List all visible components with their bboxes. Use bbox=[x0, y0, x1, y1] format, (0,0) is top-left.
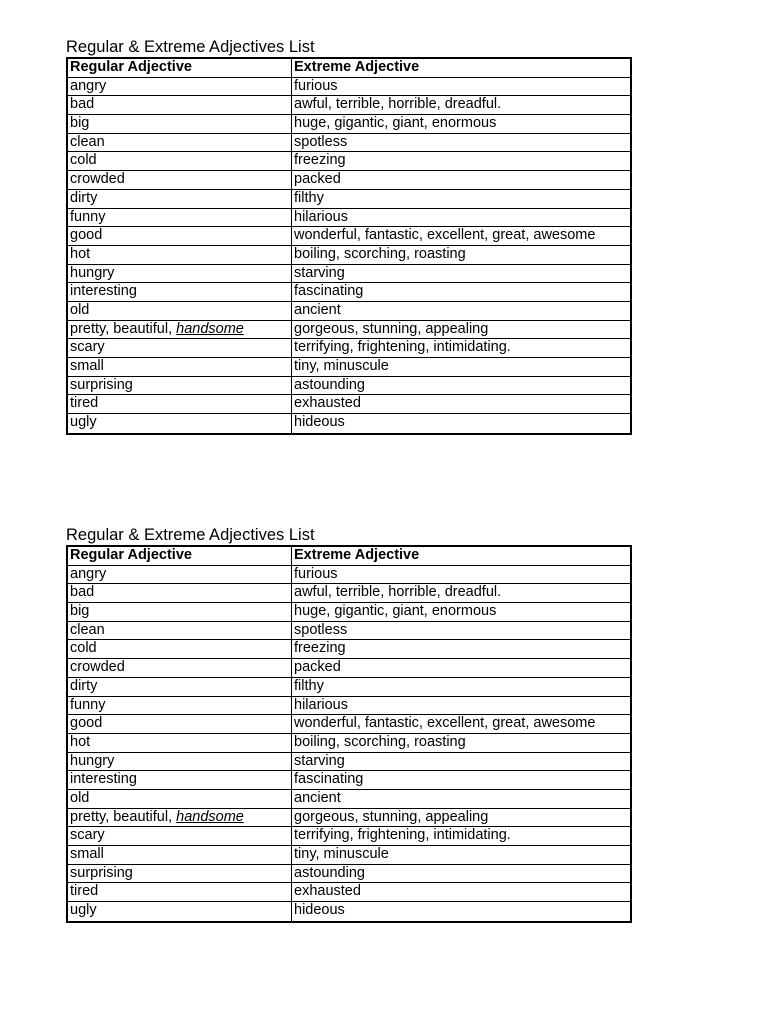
regular-adjective-cell bbox=[68, 603, 292, 621]
table-row bbox=[68, 209, 630, 228]
extreme-adjective-cell: gorgeous, stunning, appealing bbox=[294, 808, 489, 825]
list-title: Regular & Extreme Adjectives List bbox=[66, 38, 315, 56]
regular-adjective-text: interesting bbox=[70, 283, 137, 300]
table-row bbox=[68, 902, 630, 921]
regular-adjective-cell bbox=[68, 846, 292, 864]
regular-adjective-text: crowded bbox=[70, 659, 125, 676]
regular-adjective-cell bbox=[68, 209, 292, 227]
extreme-adjective-cell: furious bbox=[294, 77, 338, 94]
table-row bbox=[68, 827, 630, 846]
regular-adjective-cell bbox=[68, 771, 292, 789]
extreme-adjective-cell: astounding bbox=[294, 376, 365, 393]
regular-adjective-text: pretty, beautiful, bbox=[70, 320, 177, 337]
regular-adjective-cell bbox=[68, 190, 292, 208]
regular-adjective-text: old bbox=[70, 301, 90, 318]
regular-adjective-text: funny bbox=[70, 696, 106, 713]
regular-adjective-cell bbox=[68, 227, 292, 245]
regular-adjective-text: crowded bbox=[70, 171, 125, 188]
table-row bbox=[68, 753, 630, 772]
regular-adjective-text: bad bbox=[70, 96, 95, 113]
regular-adjective-text: clean bbox=[70, 621, 105, 638]
regular-adjective-text: hot bbox=[70, 245, 91, 262]
header-extreme-adjective: Extreme Adjective bbox=[294, 59, 420, 75]
extreme-adjective-cell: boiling, scorching, roasting bbox=[294, 733, 466, 750]
table-row bbox=[68, 246, 630, 265]
regular-adjective-text: ugly bbox=[70, 414, 97, 431]
regular-adjective-text: angry bbox=[70, 565, 107, 582]
extreme-adjective-cell: terrifying, frightening, intimidating. bbox=[294, 339, 511, 356]
regular-adjective-cell bbox=[68, 115, 292, 133]
regular-adjective-text: hot bbox=[70, 733, 91, 750]
table-row bbox=[68, 846, 630, 865]
extreme-adjective-cell: ancient bbox=[294, 301, 341, 318]
table-row bbox=[68, 414, 630, 433]
regular-adjective-text: scary bbox=[70, 827, 105, 844]
table-row bbox=[68, 603, 630, 622]
table-header-row bbox=[68, 59, 630, 78]
extreme-adjective-cell: hilarious bbox=[294, 696, 348, 713]
table-row bbox=[68, 622, 630, 641]
extreme-adjective-cell: packed bbox=[294, 659, 341, 676]
regular-adjective-cell bbox=[68, 659, 292, 677]
adjectives-list-bottom bbox=[66, 525, 632, 923]
extreme-adjective-cell: freezing bbox=[294, 640, 346, 657]
table-row bbox=[68, 115, 630, 134]
extreme-adjective-cell: terrifying, frightening, intimidating. bbox=[294, 827, 511, 844]
regular-adjective-text: surprising bbox=[70, 376, 133, 393]
regular-adjective-cell bbox=[68, 265, 292, 283]
regular-adjective-text: scary bbox=[70, 339, 105, 356]
table-row bbox=[68, 78, 630, 97]
extreme-adjective-cell: packed bbox=[294, 171, 341, 188]
extreme-adjective-cell: starving bbox=[294, 752, 345, 769]
regular-adjective-cell bbox=[68, 883, 292, 901]
regular-adjective-cell bbox=[68, 734, 292, 752]
table-row bbox=[68, 283, 630, 302]
extreme-adjective-cell: tiny, minuscule bbox=[294, 358, 389, 374]
extreme-adjective-cell: huge, gigantic, giant, enormous bbox=[294, 603, 497, 620]
regular-adjective-emphasis: handsome bbox=[176, 320, 244, 337]
table-row bbox=[68, 96, 630, 115]
table-row bbox=[68, 865, 630, 884]
regular-adjective-text: good bbox=[70, 715, 103, 732]
regular-adjective-text: tired bbox=[70, 883, 99, 900]
table-row bbox=[68, 678, 630, 697]
regular-adjective-text: cold bbox=[70, 152, 97, 169]
regular-adjective-cell bbox=[68, 566, 292, 584]
regular-adjective-cell bbox=[68, 414, 292, 433]
extreme-adjective-cell: fascinating bbox=[294, 283, 364, 300]
regular-adjective-text: tired bbox=[70, 395, 99, 412]
regular-adjective-cell bbox=[68, 321, 292, 339]
extreme-adjective-cell: hilarious bbox=[294, 208, 348, 225]
regular-adjective-text: surprising bbox=[70, 864, 133, 881]
extreme-adjective-cell: gorgeous, stunning, appealing bbox=[294, 320, 489, 337]
table-row bbox=[68, 566, 630, 585]
extreme-adjective-cell: hideous bbox=[294, 414, 345, 431]
extreme-adjective-cell: exhausted bbox=[294, 883, 361, 900]
header-regular-adjective: Regular Adjective bbox=[68, 59, 292, 77]
extreme-adjective-cell: exhausted bbox=[294, 395, 361, 412]
regular-adjective-cell bbox=[68, 171, 292, 189]
table-row bbox=[68, 715, 630, 734]
regular-adjective-text: funny bbox=[70, 208, 106, 225]
regular-adjective-text: dirty bbox=[70, 677, 98, 694]
table-row bbox=[68, 734, 630, 753]
table-row bbox=[68, 339, 630, 358]
regular-adjective-cell bbox=[68, 134, 292, 152]
regular-adjective-cell bbox=[68, 753, 292, 771]
extreme-adjective-cell: awful, terrible, horrible, dreadful. bbox=[294, 96, 502, 113]
regular-adjective-text: bad bbox=[70, 584, 95, 601]
regular-adjective-cell bbox=[68, 697, 292, 715]
table-row bbox=[68, 171, 630, 190]
table-row bbox=[68, 395, 630, 414]
table-row bbox=[68, 134, 630, 153]
list-title: Regular & Extreme Adjectives List bbox=[66, 526, 315, 544]
regular-adjective-text: small bbox=[70, 358, 104, 374]
regular-adjective-text: pretty, beautiful, bbox=[70, 808, 177, 825]
extreme-adjective-cell: hideous bbox=[294, 902, 345, 919]
regular-adjective-text: hungry bbox=[70, 752, 115, 769]
extreme-adjective-cell: awful, terrible, horrible, dreadful. bbox=[294, 584, 502, 601]
regular-adjective-cell bbox=[68, 809, 292, 827]
table-row bbox=[68, 302, 630, 321]
extreme-adjective-cell: freezing bbox=[294, 152, 346, 169]
extreme-adjective-cell: boiling, scorching, roasting bbox=[294, 245, 466, 262]
regular-adjective-text: big bbox=[70, 115, 90, 132]
extreme-adjective-cell: furious bbox=[294, 565, 338, 582]
table-row bbox=[68, 883, 630, 902]
regular-adjective-text: ugly bbox=[70, 902, 97, 919]
regular-adjective-text: angry bbox=[70, 77, 107, 94]
regular-adjective-text: clean bbox=[70, 133, 105, 150]
regular-adjective-text: hungry bbox=[70, 264, 115, 281]
table-row bbox=[68, 377, 630, 396]
extreme-adjective-cell: spotless bbox=[294, 133, 348, 150]
extreme-adjective-cell: filthy bbox=[294, 677, 324, 694]
extreme-adjective-cell: wonderful, fantastic, excellent, great, awesome bbox=[294, 227, 596, 244]
regular-adjective-cell bbox=[68, 827, 292, 845]
regular-adjective-cell bbox=[68, 302, 292, 320]
table-row bbox=[68, 809, 630, 828]
table-row bbox=[68, 790, 630, 809]
regular-adjective-cell bbox=[68, 622, 292, 640]
table-row bbox=[68, 265, 630, 284]
header-regular-adjective: Regular Adjective bbox=[68, 547, 292, 565]
regular-adjective-cell bbox=[68, 678, 292, 696]
table-row bbox=[68, 659, 630, 678]
extreme-adjective-cell: starving bbox=[294, 264, 345, 281]
regular-adjective-cell bbox=[68, 152, 292, 170]
regular-adjective-text: interesting bbox=[70, 771, 137, 788]
extreme-adjective-cell: wonderful, fantastic, excellent, great, awesome bbox=[294, 715, 596, 732]
regular-adjective-text: small bbox=[70, 846, 104, 862]
table-row bbox=[68, 640, 630, 659]
table-row bbox=[68, 152, 630, 171]
extreme-adjective-cell: tiny, minuscule bbox=[294, 846, 389, 862]
table-row bbox=[68, 321, 630, 340]
extreme-adjective-cell: fascinating bbox=[294, 771, 364, 788]
table-row bbox=[68, 227, 630, 246]
regular-adjective-cell bbox=[68, 584, 292, 602]
header-extreme-adjective: Extreme Adjective bbox=[294, 547, 420, 563]
table-row bbox=[68, 697, 630, 716]
adjectives-list-top bbox=[66, 37, 632, 435]
extreme-adjective-cell: huge, gigantic, giant, enormous bbox=[294, 115, 497, 132]
regular-adjective-cell bbox=[68, 902, 292, 921]
regular-adjective-text: big bbox=[70, 603, 90, 620]
table-header-row bbox=[68, 547, 630, 566]
regular-adjective-cell bbox=[68, 358, 292, 376]
adjectives-table bbox=[66, 545, 632, 923]
regular-adjective-cell bbox=[68, 865, 292, 883]
table-row bbox=[68, 584, 630, 603]
regular-adjective-text: good bbox=[70, 227, 103, 244]
regular-adjective-cell bbox=[68, 78, 292, 96]
extreme-adjective-cell: spotless bbox=[294, 621, 348, 638]
table-row bbox=[68, 190, 630, 209]
extreme-adjective-cell: astounding bbox=[294, 864, 365, 881]
regular-adjective-emphasis: handsome bbox=[176, 808, 244, 825]
regular-adjective-text: dirty bbox=[70, 189, 98, 206]
adjectives-table bbox=[66, 57, 632, 435]
regular-adjective-cell bbox=[68, 246, 292, 264]
regular-adjective-cell bbox=[68, 395, 292, 413]
regular-adjective-cell bbox=[68, 640, 292, 658]
extreme-adjective-cell: filthy bbox=[294, 189, 324, 206]
regular-adjective-cell bbox=[68, 377, 292, 395]
regular-adjective-text: cold bbox=[70, 640, 97, 657]
regular-adjective-cell bbox=[68, 790, 292, 808]
regular-adjective-cell bbox=[68, 339, 292, 357]
regular-adjective-cell bbox=[68, 715, 292, 733]
extreme-adjective-cell: ancient bbox=[294, 789, 341, 806]
table-row bbox=[68, 358, 630, 377]
regular-adjective-cell bbox=[68, 283, 292, 301]
regular-adjective-text: old bbox=[70, 789, 90, 806]
regular-adjective-cell bbox=[68, 96, 292, 114]
table-row bbox=[68, 771, 630, 790]
